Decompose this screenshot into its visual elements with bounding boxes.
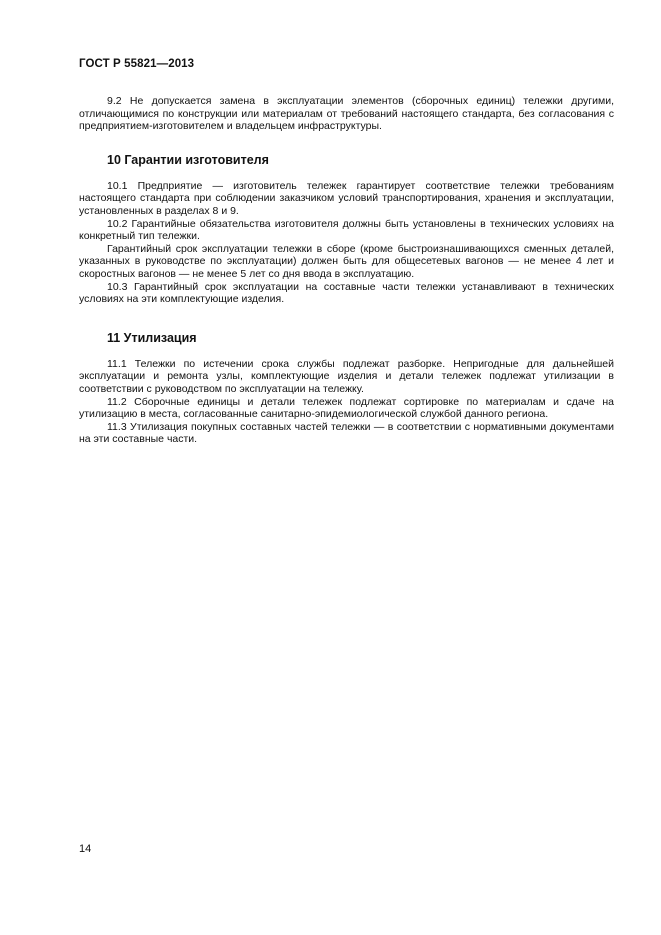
page-number: 14	[79, 843, 92, 855]
section-10-title: 10 Гарантии изготовителя	[107, 152, 269, 167]
paragraph-10-2: 10.2 Гарантийные обязательства изготовителя должны быть установлены в технических условиях на конкретный тип тележки.	[79, 217, 614, 243]
document-body	[79, 95, 614, 446]
paragraph-10-2-warranty: Гарантийный срок эксплуатации тележки в сборе (кроме быстроизнашивающихся сменных деталей, указанных в руководстве по эксплуатации) должен быть для общесетевых вагонов — не менее 4 лет и скоростных вагонов — не менее 5 лет со дня ввода в эксплуатацию.	[79, 242, 614, 280]
paragraph-10-1: 10.1 Предприятие — изготовитель тележек гарантирует соответствие тележки требованиям настоящего стандарта при соблюдении заказчиком условий транспортирования, хранения и эксплуатации, установленных в разделах 8 и 9.	[79, 179, 614, 217]
paragraph-11-2: 11.2 Сборочные единицы и детали тележек подлежат сортировке по материалам и сдаче на утилизацию в места, согласованные санитарно-эпидемиологической службой данного региона.	[79, 395, 614, 421]
document-header: ГОСТ Р 55821—2013	[79, 58, 195, 70]
paragraph-9-2: 9.2 Не допускается замена в эксплуатации элементов (сборочных единиц) тележки другими, отличающимися по конструкции или материалам от требований настоящего стандарта, без согласования с предприятием-изготовителем и владельцем инфраструктуры.	[79, 95, 614, 133]
paragraph-10-3: 10.3 Гарантийный срок эксплуатации на составные части тележки устанавливают в технических условиях на эти комплектующие изделия.	[79, 280, 614, 306]
paragraph-11-3: 11.3 Утилизация покупных составных частей тележки — в соответствии с нормативными документами на эти составные части.	[79, 420, 614, 446]
section-11-title: 11 Утилизация	[107, 330, 197, 345]
paragraph-11-1: 11.1 Тележки по истечении срока службы подлежат разборке. Непригодные для дальнейшей эксплуатации и ремонта узлы, комплектующие изделия и детали тележек подлежат утилизации в соответствии с руководством по эксплуатации на тележку.	[79, 357, 614, 395]
